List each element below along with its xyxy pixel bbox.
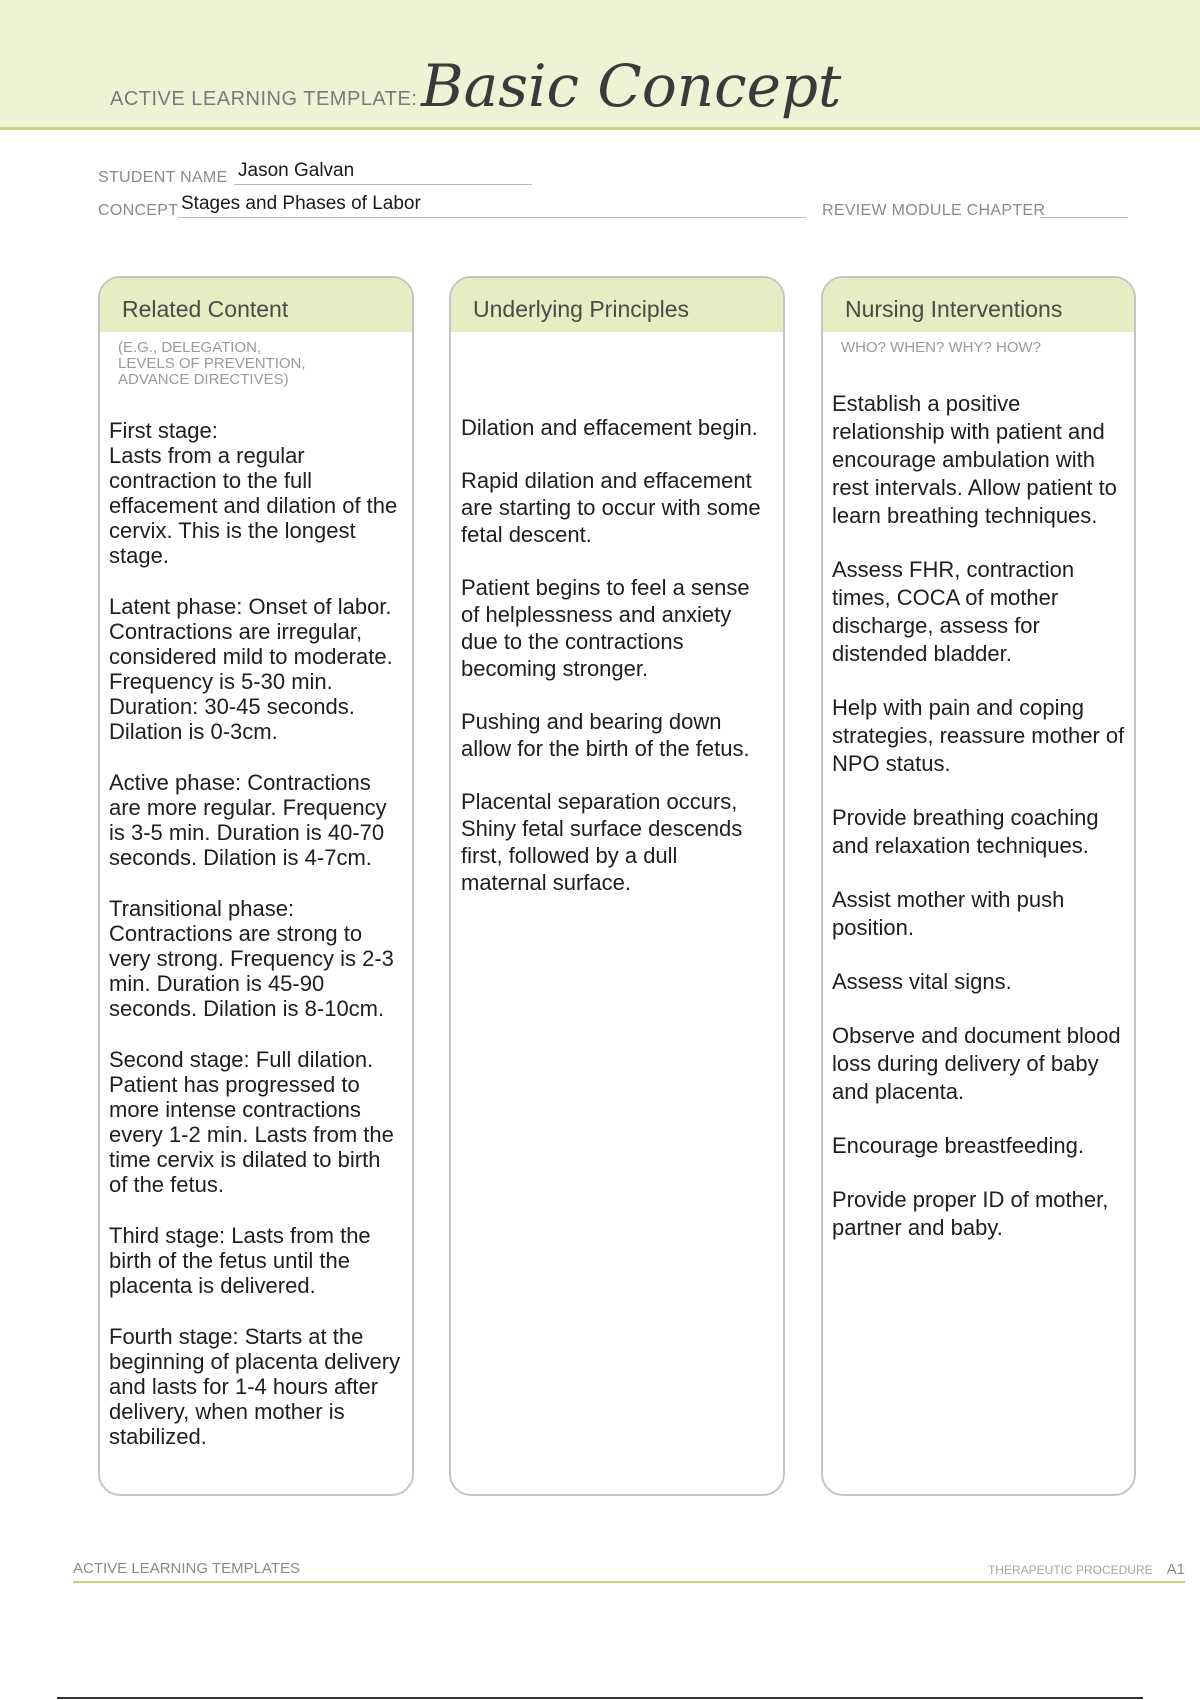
intervention-paragraph: Encourage breastfeeding. bbox=[832, 1133, 1084, 1158]
subtitle-line: LEVELS OF PREVENTION, bbox=[118, 355, 306, 372]
principle-paragraph: Patient begins to feel a sense of helplessness and anxiety due to the contractions becoming stronger. bbox=[461, 575, 750, 681]
nursing-interventions-heading: Nursing Interventions bbox=[823, 278, 1134, 332]
review-module-chapter-line bbox=[1040, 217, 1128, 218]
intervention-paragraph: Assess FHR, contraction times, COCA of mother discharge, assess for distended bladder. bbox=[832, 557, 1075, 666]
student-name-value[interactable]: Jason Galvan bbox=[238, 160, 355, 181]
student-name-line bbox=[234, 184, 532, 185]
underlying-principles-body bbox=[451, 332, 783, 896]
intervention-paragraph: Provide proper ID of mother, partner and baby. bbox=[832, 1187, 1109, 1240]
intervention-paragraph: Help with pain and coping strategies, reassure mother of NPO status. bbox=[832, 695, 1125, 776]
principle-paragraph: Placental separation occurs, Shiny fetal surface descends first, followed by a dull maternal surface. bbox=[461, 789, 743, 895]
stage-paragraph: Latent phase: Onset of labor. Contractions are irregular, considered mild to moderate. Frequency is 5-30 min. Duration: 30-45 seconds. Dilation is 0-3cm. bbox=[109, 594, 393, 744]
subtitle-line: ADVANCE DIRECTIVES) bbox=[118, 371, 289, 388]
related-content-card bbox=[98, 276, 414, 1496]
nursing-interventions-body bbox=[823, 356, 1134, 1242]
intervention-paragraph: Observe and document blood loss during delivery of baby and placenta. bbox=[832, 1023, 1121, 1104]
stage-paragraph: Transitional phase: Contractions are strong to very strong. Frequency is 2-3 min. Duration is 45-90 seconds. Dilation is 8-10cm. bbox=[109, 896, 394, 1021]
stage-paragraph: Third stage: Lasts from the birth of the fetus until the placenta is delivered. bbox=[109, 1223, 371, 1298]
intervention-paragraph: Provide breathing coaching and relaxation techniques. bbox=[832, 805, 1099, 858]
footer-code: A1 bbox=[1166, 1561, 1185, 1578]
intervention-paragraph: Assess vital signs. bbox=[832, 969, 1012, 994]
stage-paragraph: Fourth stage: Starts at the beginning of placenta delivery and lasts for 1-4 hours after delivery, when mother is stabilized. bbox=[109, 1324, 401, 1449]
review-module-chapter-label: REVIEW MODULE CHAPTER bbox=[822, 202, 1046, 219]
underlying-principles-card bbox=[449, 276, 785, 1496]
underlying-principles-heading: Underlying Principles bbox=[451, 278, 783, 332]
concept-label: CONCEPT bbox=[98, 202, 179, 219]
header-band bbox=[0, 0, 1200, 130]
footer-right bbox=[988, 1561, 1185, 1578]
subtitle-line: (E.G., DELEGATION, bbox=[118, 339, 262, 356]
related-content-subtitle bbox=[100, 332, 412, 388]
nursing-interventions-subtitle: WHO? WHEN? WHY? HOW? bbox=[841, 339, 1042, 356]
concept-value[interactable]: Stages and Phases of Labor bbox=[181, 193, 421, 214]
principle-paragraph: Rapid dilation and effacement are starting to occur with some fetal descent. bbox=[461, 468, 761, 547]
stage-paragraph: Active phase: Contractions are more regular. Frequency is 3-5 min. Duration is 40-70 seconds. Dilation is 4-7cm. bbox=[109, 770, 387, 870]
intervention-paragraph: Establish a positive relationship with patient and encourage ambulation with rest intervals. Allow patient to learn breathing techniques. bbox=[832, 391, 1117, 528]
nursing-interventions-card bbox=[821, 276, 1136, 1496]
template-label: ACTIVE LEARNING TEMPLATE: bbox=[110, 88, 418, 110]
principle-paragraph: Pushing and bearing down allow for the birth of the fetus. bbox=[461, 709, 750, 761]
bottom-rule bbox=[57, 1697, 1143, 1699]
stage-paragraph: First stage: Lasts from a regular contraction to the full effacement and dilation of the cervix. This is the longest stage. bbox=[109, 418, 398, 568]
related-content-heading: Related Content bbox=[100, 278, 412, 332]
student-name-label: STUDENT NAME bbox=[98, 169, 228, 186]
intervention-paragraph: Assist mother with push position. bbox=[832, 887, 1065, 940]
related-content-body bbox=[100, 388, 412, 1449]
page-title: Basic Concept bbox=[421, 52, 842, 120]
stage-paragraph: Second stage: Full dilation. Patient has progressed to more intense contractions every 1-2 min. Lasts from the time cervix is dilated to birth of the fetus. bbox=[109, 1047, 394, 1197]
principle-paragraph: Dilation and effacement begin. bbox=[461, 415, 758, 440]
footer-left: ACTIVE LEARNING TEMPLATES bbox=[73, 1560, 300, 1577]
footer-procedure-label: THERAPEUTIC PROCEDURE bbox=[987, 1563, 1153, 1577]
footer-divider bbox=[73, 1581, 1185, 1583]
concept-line bbox=[178, 217, 806, 218]
